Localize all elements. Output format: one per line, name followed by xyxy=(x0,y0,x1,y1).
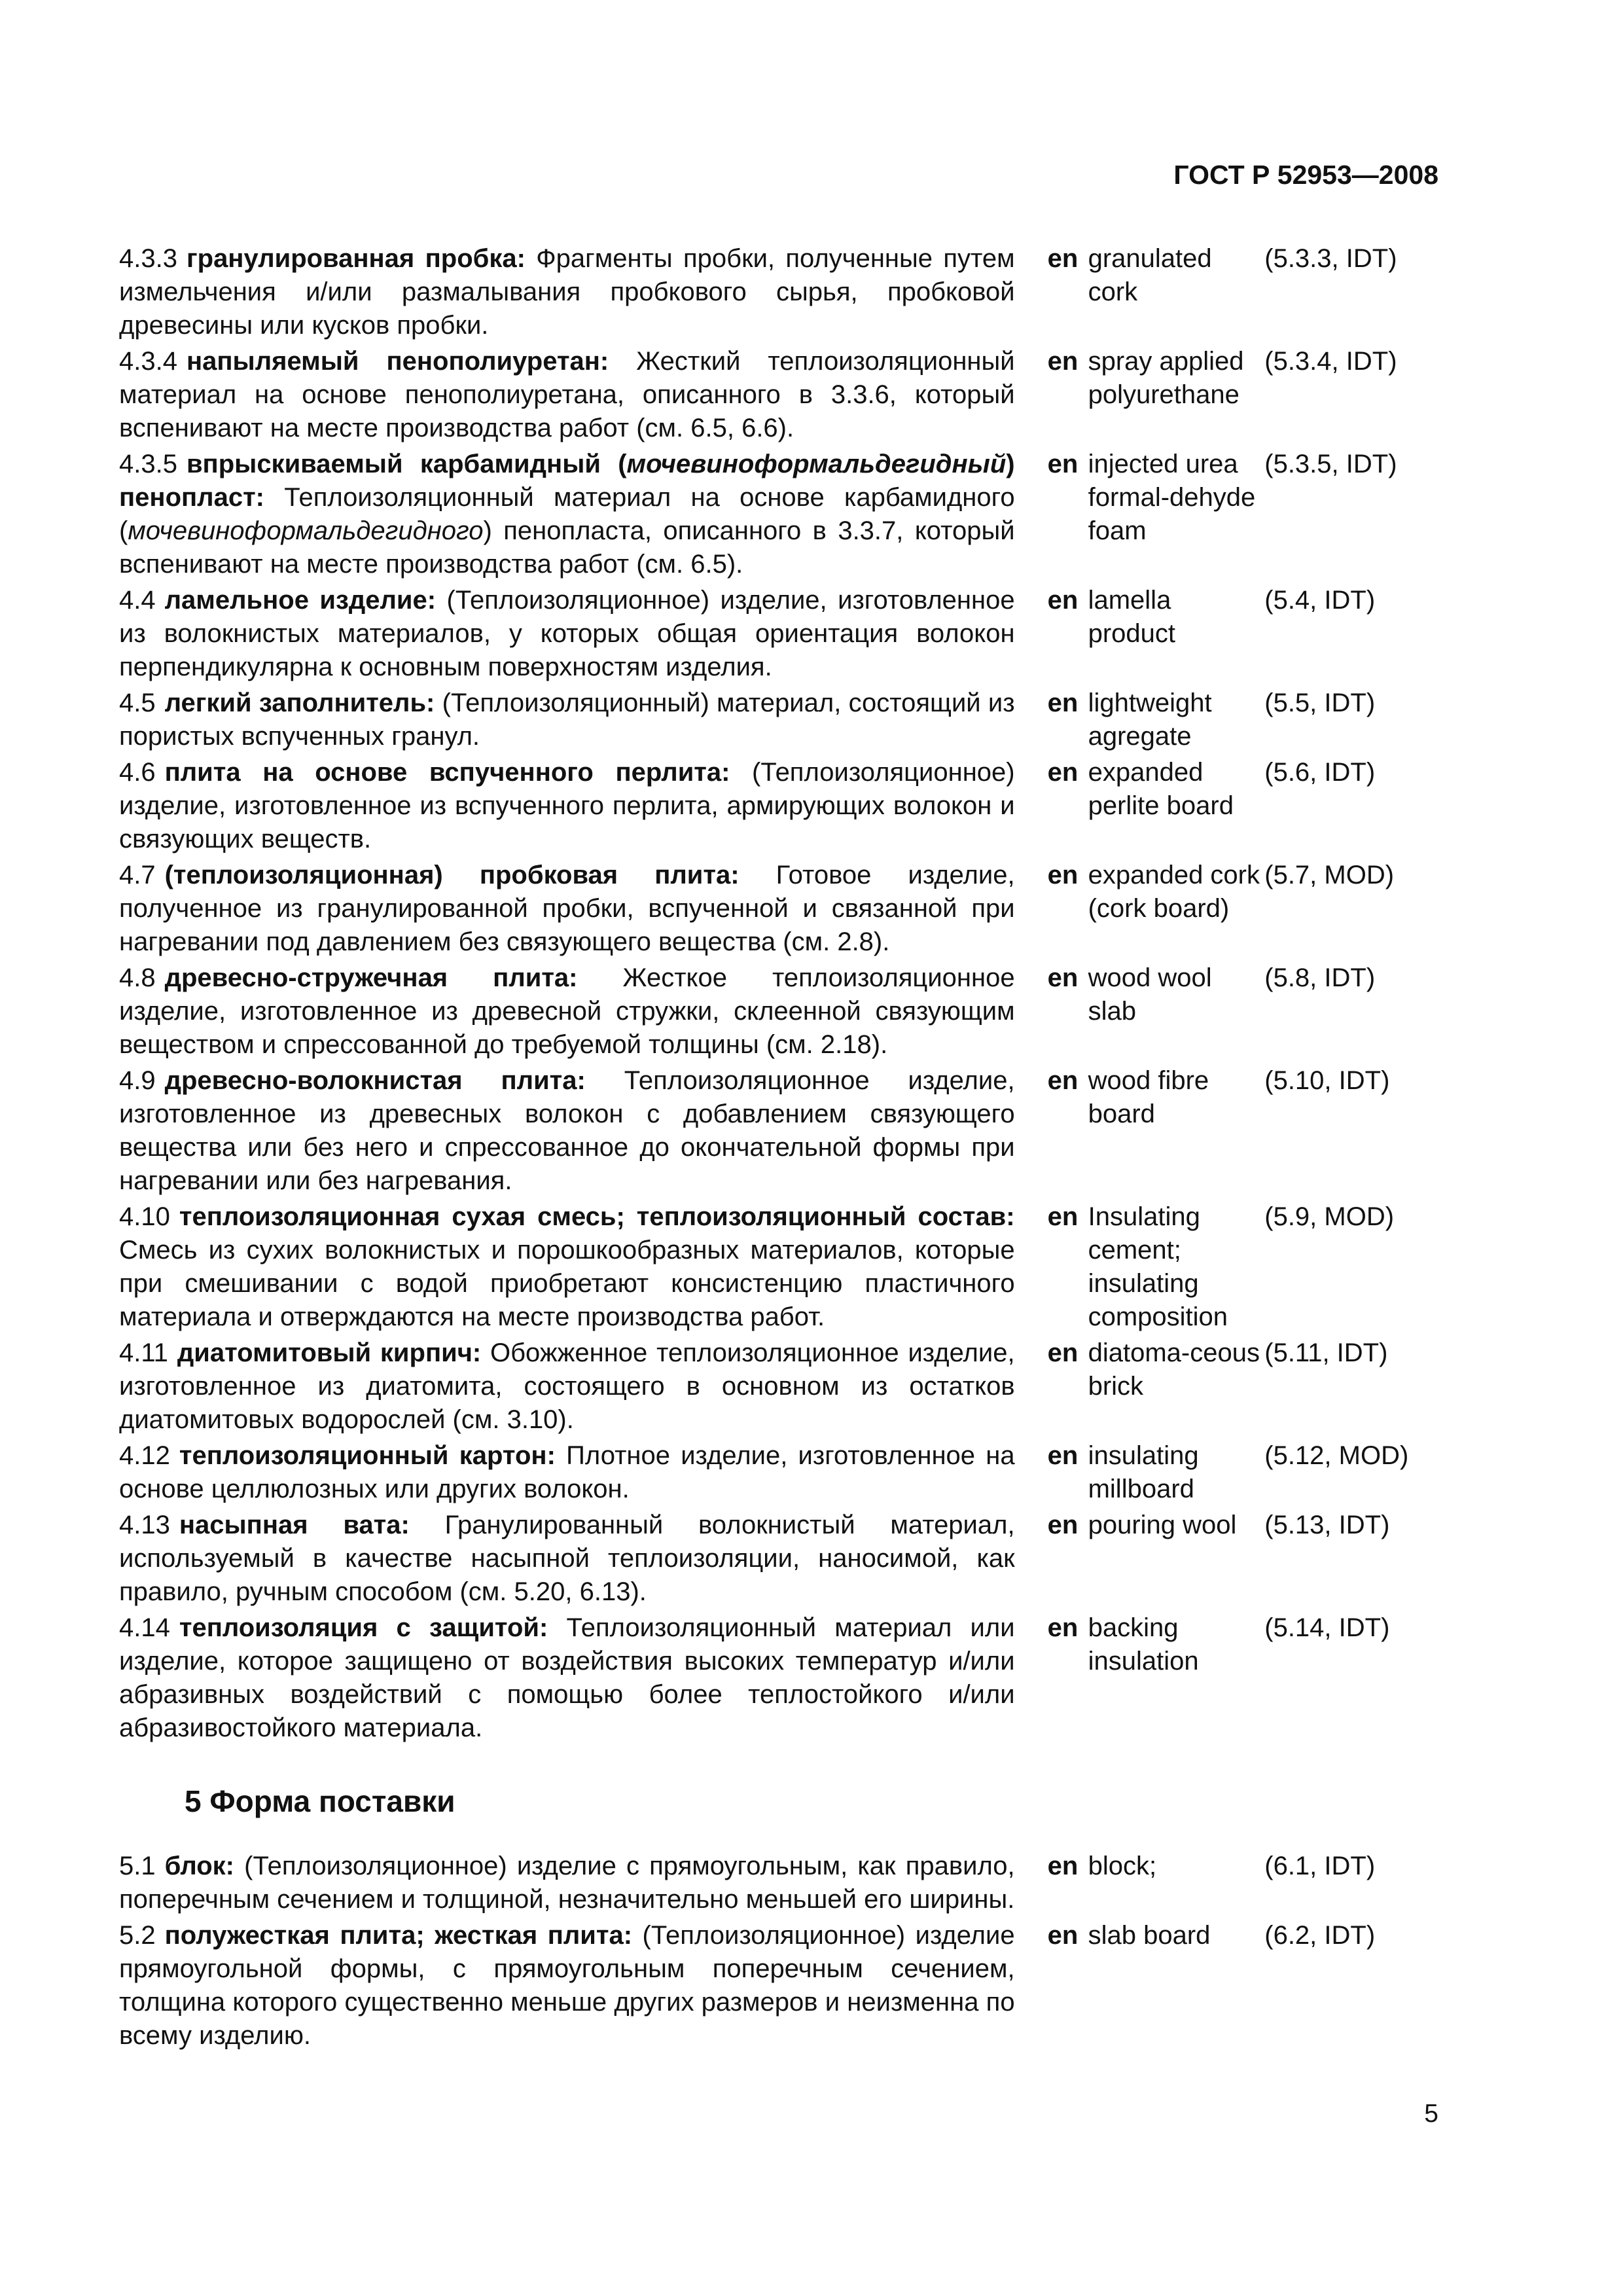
source-reference: (6.2, IDT) xyxy=(1264,1921,1376,1950)
term-text: Фрагменты пробки, полученные путем измельчения и/или размалывания пробкового сырья, пробковой древесины или кусков пробки. xyxy=(119,244,1015,340)
term-entry xyxy=(119,345,1428,445)
term-name xyxy=(165,1921,632,1950)
term-definition xyxy=(119,1200,1015,1334)
term-name-part: диатомитовый кирпич: xyxy=(177,1338,482,1367)
term-definition xyxy=(119,1064,1015,1198)
source-reference: (5.6, IDT) xyxy=(1264,758,1376,787)
english-term: lightweight agregate xyxy=(1088,689,1212,751)
language-code: en xyxy=(1047,244,1079,273)
source-reference: (5.9, MOD) xyxy=(1264,1202,1395,1231)
english-term: backing insulation xyxy=(1088,1613,1199,1676)
term-name-part: насыпная вата: xyxy=(179,1511,410,1539)
source-reference: (5.3.4, IDT) xyxy=(1264,347,1397,376)
term-number: 4.6 xyxy=(119,758,156,787)
term-text: Плотное изделие, изготовленное на основе целлюлозных или других волокон. xyxy=(119,1441,1015,1503)
term-name-part: древесно-стружечная плита: xyxy=(164,963,578,992)
english-equivalent xyxy=(1048,448,1265,548)
term-text: Теплоизоляционное изделие, изготовленное из древесных волокон с добавлением связующего вещества или без него и спрессованное до окончательной формы при нагревании или без нагревания. xyxy=(119,1066,1015,1195)
english-equivalent xyxy=(1048,1611,1265,1678)
term-entry xyxy=(119,1439,1428,1506)
term-entry xyxy=(119,961,1428,1062)
entries-section-5 xyxy=(119,1850,1428,2053)
document-header: ГОСТ Р 52953—2008 xyxy=(1173,160,1438,190)
term-entry xyxy=(119,756,1428,856)
language-code: en xyxy=(1047,1852,1079,1880)
term-text: Смесь из сухих волокнистых и порошкообразных материалов, которые при смешивании с водой приобретают консистенцию пластичного материала и отверждаются на месте производства работ. xyxy=(119,1236,1015,1331)
term-entry xyxy=(119,687,1428,753)
term-definition xyxy=(119,242,1015,342)
page-number: 5 xyxy=(1424,2100,1438,2128)
source-reference: (5.10, IDT) xyxy=(1264,1066,1390,1095)
language-code: en xyxy=(1047,1921,1079,1950)
term-number: 4.14 xyxy=(119,1613,170,1642)
term-entry xyxy=(119,1200,1428,1334)
english-equivalent xyxy=(1048,859,1265,925)
term-text: Готовое изделие, полученное из гранулированной пробки, вспученной и связанной при нагревании под давлением без связующего вещества (см. 2.8). xyxy=(119,861,1015,956)
language-code: en xyxy=(1047,861,1079,889)
term-definition xyxy=(119,756,1015,856)
term-entry xyxy=(119,1850,1428,1916)
english-term: Insulating cement; insulating composition xyxy=(1088,1202,1228,1331)
term-name xyxy=(177,1338,481,1367)
language-code: en xyxy=(1047,347,1079,376)
term-name xyxy=(187,244,526,273)
term-number: 4.4 xyxy=(119,586,156,615)
term-name xyxy=(165,758,730,787)
term-name xyxy=(165,1066,586,1095)
term-definition xyxy=(119,1439,1015,1506)
english-equivalent xyxy=(1048,1439,1265,1506)
term-name-part: теплоизоляция с защитой: xyxy=(179,1613,548,1642)
english-term: spray applied polyurethane xyxy=(1088,347,1244,409)
term-definition xyxy=(119,1850,1015,1916)
source-reference: (5.4, IDT) xyxy=(1264,586,1376,615)
source-reference: (5.3.3, IDT) xyxy=(1264,244,1397,273)
term-definition xyxy=(119,961,1015,1062)
entries-container xyxy=(119,242,1428,2055)
term-text: Жесткое теплоизоляционное изделие, изготовленное из древесной стружки, склеенной связующим веществом и спрессованной до требуемой толщины (см. 2.18). xyxy=(119,963,1015,1059)
term-text-italic: мочевиноформальдегидного xyxy=(128,516,484,545)
section-heading: 5 Форма поставки xyxy=(185,1784,455,1818)
english-equivalent xyxy=(1048,1850,1265,1883)
term-number: 4.13 xyxy=(119,1511,170,1539)
language-code: en xyxy=(1047,1441,1079,1470)
term-number: 4.11 xyxy=(119,1338,168,1367)
term-name xyxy=(165,861,740,889)
term-number: 4.7 xyxy=(119,861,156,889)
term-name xyxy=(179,1441,556,1470)
term-text-end: ) пенопласта, описанного в 3.3.7, который вспенивают на месте производства работ (см. 6.5). xyxy=(119,516,1015,579)
language-code: en xyxy=(1047,1613,1079,1642)
english-term: granulated cork xyxy=(1088,244,1212,306)
term-text: Обожженное теплоизоляционное изделие, изготовленное из диатомита, состоящего в основном из остатков диатомитовых водорослей (см. 3.10). xyxy=(119,1338,1015,1434)
source-reference: (5.13, IDT) xyxy=(1264,1511,1390,1539)
term-name xyxy=(165,1852,234,1880)
source-reference: (5.14, IDT) xyxy=(1264,1613,1390,1642)
english-equivalent xyxy=(1048,756,1265,823)
english-equivalent xyxy=(1048,1509,1265,1542)
term-name-part: полужесткая плита; жесткая плита: xyxy=(164,1921,633,1950)
term-text: (Теплоизоляционное) изделие, изготовленное из вспученного перлита, армирующих волокон и связующих веществ. xyxy=(119,758,1015,853)
term-entry xyxy=(119,242,1428,342)
english-term: slab board xyxy=(1088,1921,1211,1950)
term-name-end: ) пенопласт: xyxy=(119,450,1015,512)
term-name-part: блок: xyxy=(164,1852,234,1880)
term-entry xyxy=(119,1509,1428,1609)
english-term: wood fibre board xyxy=(1088,1066,1209,1128)
source-reference: (5.8, IDT) xyxy=(1264,963,1376,992)
language-code: en xyxy=(1047,1511,1079,1539)
english-term: insulating millboard xyxy=(1088,1441,1199,1503)
term-text: Жесткий теплоизоляционный материал на основе пенополиуретана, описанного в 3.3.6, который вспенивают на месте производства работ (см. 6.5, 6.6). xyxy=(119,347,1015,442)
term-name-italic: мочевиноформальдегидный xyxy=(626,450,1007,478)
english-equivalent xyxy=(1048,1919,1265,1952)
language-code: en xyxy=(1047,689,1079,717)
english-equivalent xyxy=(1048,242,1265,309)
source-reference: (5.5, IDT) xyxy=(1264,689,1376,717)
term-number: 5.2 xyxy=(119,1921,156,1950)
english-equivalent xyxy=(1048,1336,1265,1403)
english-equivalent xyxy=(1048,584,1265,651)
source-reference: (5.3.5, IDT) xyxy=(1264,450,1397,478)
term-number: 4.3.4 xyxy=(119,347,177,376)
term-name-part: теплоизоляционный картон: xyxy=(179,1441,556,1470)
term-definition xyxy=(119,1919,1015,2053)
language-code: en xyxy=(1047,1202,1079,1231)
term-number: 4.8 xyxy=(119,963,156,992)
term-name-part: гранулированная пробка: xyxy=(186,244,526,273)
english-equivalent xyxy=(1048,1064,1265,1131)
english-term: lamella product xyxy=(1088,586,1176,648)
term-name-part: легкий заполнитель: xyxy=(164,689,435,717)
term-name-part: напыляемый пенополиуретан: xyxy=(186,347,609,376)
term-definition xyxy=(119,687,1015,753)
source-reference: (5.7, MOD) xyxy=(1264,861,1395,889)
term-number: 4.9 xyxy=(119,1066,156,1095)
term-definition xyxy=(119,1336,1015,1437)
term-definition xyxy=(119,584,1015,684)
term-name xyxy=(179,1511,410,1539)
term-name-part: впрыскиваемый карбамидный ( xyxy=(186,450,627,478)
term-definition xyxy=(119,859,1015,959)
english-term: block; xyxy=(1088,1852,1157,1880)
term-text: Теплоизоляционный материал или изделие, которое защищено от воздействия высоких температур и/или абразивных воздействий с помощью более теплостойкого и/или абразивостойкого материала. xyxy=(119,1613,1015,1742)
english-equivalent xyxy=(1048,961,1265,1028)
term-name-part: плита на основе вспученного перлита: xyxy=(164,758,730,787)
term-text: Теплоизоляционный материал на основе карбамидного ( xyxy=(119,483,1015,545)
source-reference: (5.12, MOD) xyxy=(1264,1441,1409,1470)
term-name-part: теплоизоляционная сухая смесь; теплоизоляционный состав: xyxy=(179,1202,1015,1231)
term-name xyxy=(179,1613,548,1642)
english-term: injected urea formal-dehyde foam xyxy=(1088,450,1256,545)
entries-section-4 xyxy=(119,242,1428,1745)
term-definition xyxy=(119,345,1015,445)
english-equivalent xyxy=(1048,687,1265,753)
term-text: (Теплоизоляционное) изделие с прямоугольным, как правило, поперечным сечением и толщиной, незначительно меньшей его ширины. xyxy=(119,1852,1015,1914)
term-name xyxy=(187,347,609,376)
term-name xyxy=(165,586,436,615)
term-entry xyxy=(119,1336,1428,1437)
english-term: wood wool slab xyxy=(1088,963,1212,1026)
english-term: pouring wool xyxy=(1088,1511,1237,1539)
language-code: en xyxy=(1047,586,1079,615)
term-name xyxy=(179,1202,1015,1231)
term-text: (Теплоизоляционный) материал, состоящий из пористых вспученных гранул. xyxy=(119,689,1015,751)
source-reference: (5.11, IDT) xyxy=(1264,1338,1388,1367)
term-name xyxy=(165,963,578,992)
english-equivalent xyxy=(1048,1200,1265,1334)
term-text: Гранулированный волокнистый материал, используемый в качестве насыпной теплоизоляции, наносимой, как правило, ручным способом (см. 5.20, 6.13). xyxy=(119,1511,1015,1606)
english-equivalent xyxy=(1048,345,1265,412)
term-entry xyxy=(119,448,1428,581)
language-code: en xyxy=(1047,450,1079,478)
term-entry xyxy=(119,584,1428,684)
term-number: 5.1 xyxy=(119,1852,156,1880)
term-definition xyxy=(119,448,1015,581)
term-number: 4.5 xyxy=(119,689,156,717)
language-code: en xyxy=(1047,963,1079,992)
term-definition xyxy=(119,1611,1015,1745)
english-term: diatoma-ceous brick xyxy=(1088,1338,1260,1401)
term-number: 4.12 xyxy=(119,1441,170,1470)
language-code: en xyxy=(1047,1338,1079,1367)
source-reference: (6.1, IDT) xyxy=(1264,1852,1376,1880)
term-text: (Теплоизоляционное) изделие, изготовленное из волокнистых материалов, у которых общая ориентация волокон перпендикулярна к основным поверхностям изделия. xyxy=(119,586,1015,681)
term-number: 4.10 xyxy=(119,1202,170,1231)
term-definition xyxy=(119,1509,1015,1609)
language-code: en xyxy=(1047,758,1079,787)
english-term: expanded cork (cork board) xyxy=(1088,861,1260,923)
term-name-part: ламельное изделие: xyxy=(164,586,437,615)
term-number: 4.3.3 xyxy=(119,244,177,273)
term-text: (Теплоизоляционное) изделие прямоугольной формы, с прямоугольным поперечным сечением, толщина которого существенно меньше других размеров и неизменна по всему изделию. xyxy=(119,1921,1015,2050)
term-number: 4.3.5 xyxy=(119,450,177,478)
english-term: expanded perlite board xyxy=(1088,758,1234,820)
term-entry xyxy=(119,1611,1428,1745)
term-entry xyxy=(119,1064,1428,1198)
term-name xyxy=(165,689,435,717)
term-name-part: (теплоизоляционная) пробковая плита: xyxy=(164,861,740,889)
term-entry xyxy=(119,859,1428,959)
language-code: en xyxy=(1047,1066,1079,1095)
term-name-part: древесно-волокнистая плита: xyxy=(164,1066,586,1095)
term-entry xyxy=(119,1919,1428,2053)
